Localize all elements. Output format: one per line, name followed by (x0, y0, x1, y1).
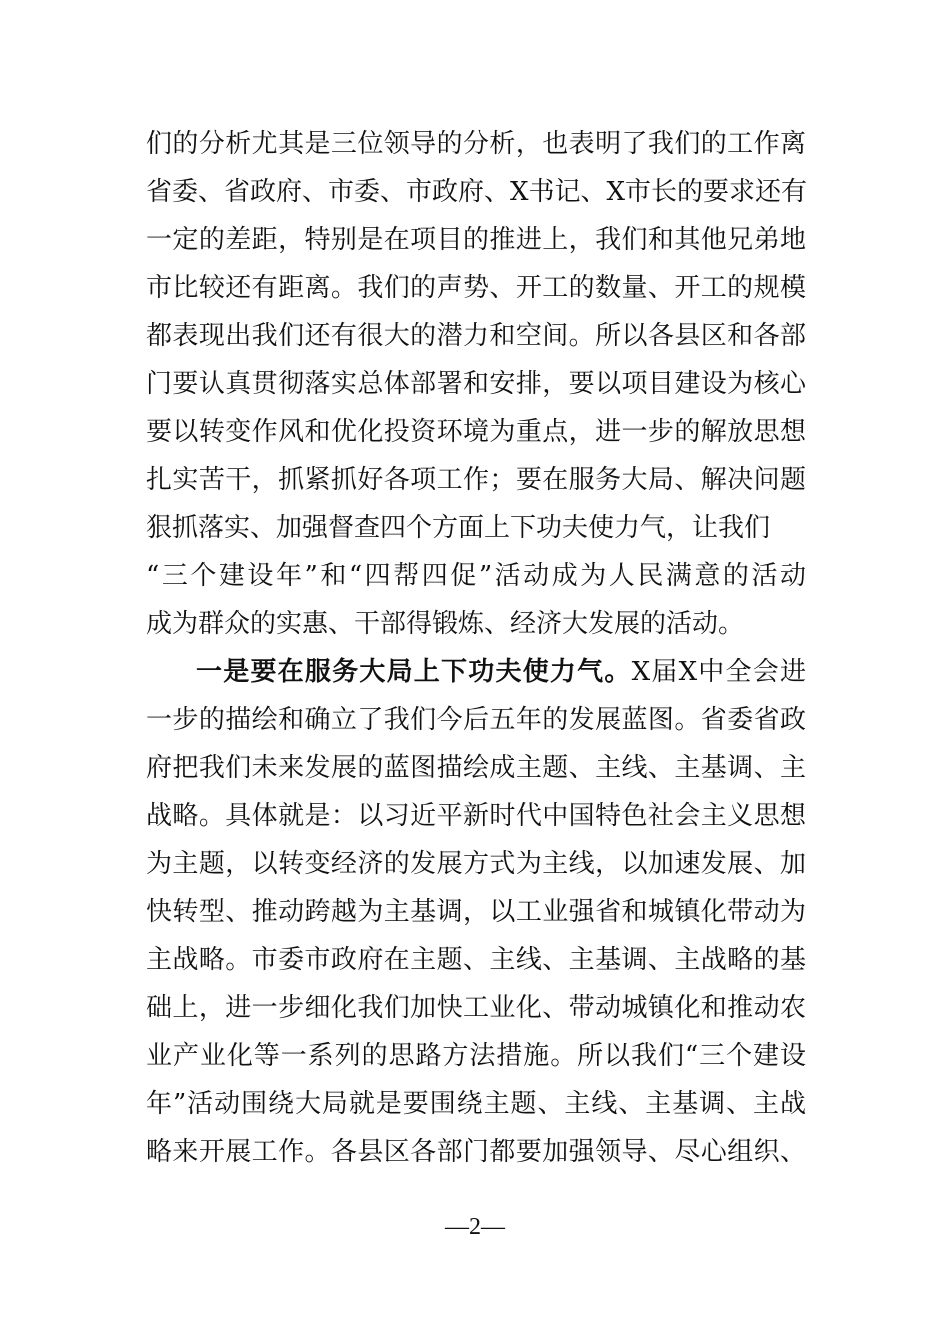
text-line: 成为群众的实惠、干部得锻炼、经济大发展的活动。 (146, 609, 745, 639)
text-line: 为主题，以转变经济的发展方式为主线，以加速发展、加 (146, 849, 806, 879)
text-line: 府把我们未来发展的蓝图描绘成主题、主线、主基调、主 (146, 753, 806, 783)
text-line: “三个建设年”和“四帮四促”活动成为人民满意的活动 (146, 561, 806, 591)
page-number: —2— (445, 1214, 505, 1240)
text-line: 扎实苦干，抓紧抓好各项工作；要在服务大局、解决问题 (146, 465, 806, 495)
text-line: 年”活动围绕大局就是要围绕主题、主线、主基调、主战 (146, 1089, 806, 1119)
text-line: 础上，进一步细化我们加快工业化、带动城镇化和推动农 (146, 993, 806, 1023)
text-line: 一定的差距，特别是在项目的推进上，我们和其他兄弟地 (146, 225, 806, 255)
text-line: 市比较还有距离。我们的声势、开工的数量、开工的规模 (146, 273, 806, 303)
text-line: 都表现出我们还有很大的潜力和空间。所以各县区和各部 (146, 321, 806, 351)
text-line: 主战略。市委市政府在主题、主线、主基调、主战略的基 (146, 945, 806, 975)
text-line: 业产业化等一系列的思路方法措施。所以我们“三个建设 (146, 1041, 806, 1071)
text-line: 省委、省政府、市委、市政府、X书记、X市长的要求还有 (146, 177, 808, 207)
paragraph-2-first-line (196, 656, 806, 688)
text-line: 略来开展工作。各县区各部门都要加强领导、尽心组织、 (146, 1137, 806, 1167)
text-line: 要以转变作风和优化投资环境为重点，进一步的解放思想 (146, 417, 806, 447)
text-line: 战略。具体就是：以习近平新时代中国特色社会主义思想 (146, 801, 806, 831)
paragraph-heading: 一是要在服务大局上下功夫使力气。 (196, 657, 632, 687)
text-line: 快转型、推动跨越为主基调，以工业强省和城镇化带动为 (146, 897, 806, 927)
text-line: 们的分析尤其是三位领导的分析，也表明了我们的工作离 (146, 129, 806, 159)
text-line: 狠抓落实、加强督查四个方面上下功夫使力气，让我们 (146, 513, 771, 543)
text-line: 门要认真贯彻落实总体部署和安排，要以项目建设为核心 (146, 369, 806, 399)
text-line: 一步的描绘和确立了我们今后五年的发展蓝图。省委省政 (146, 705, 806, 735)
paragraph-text: X届X中全会进 (631, 657, 806, 687)
